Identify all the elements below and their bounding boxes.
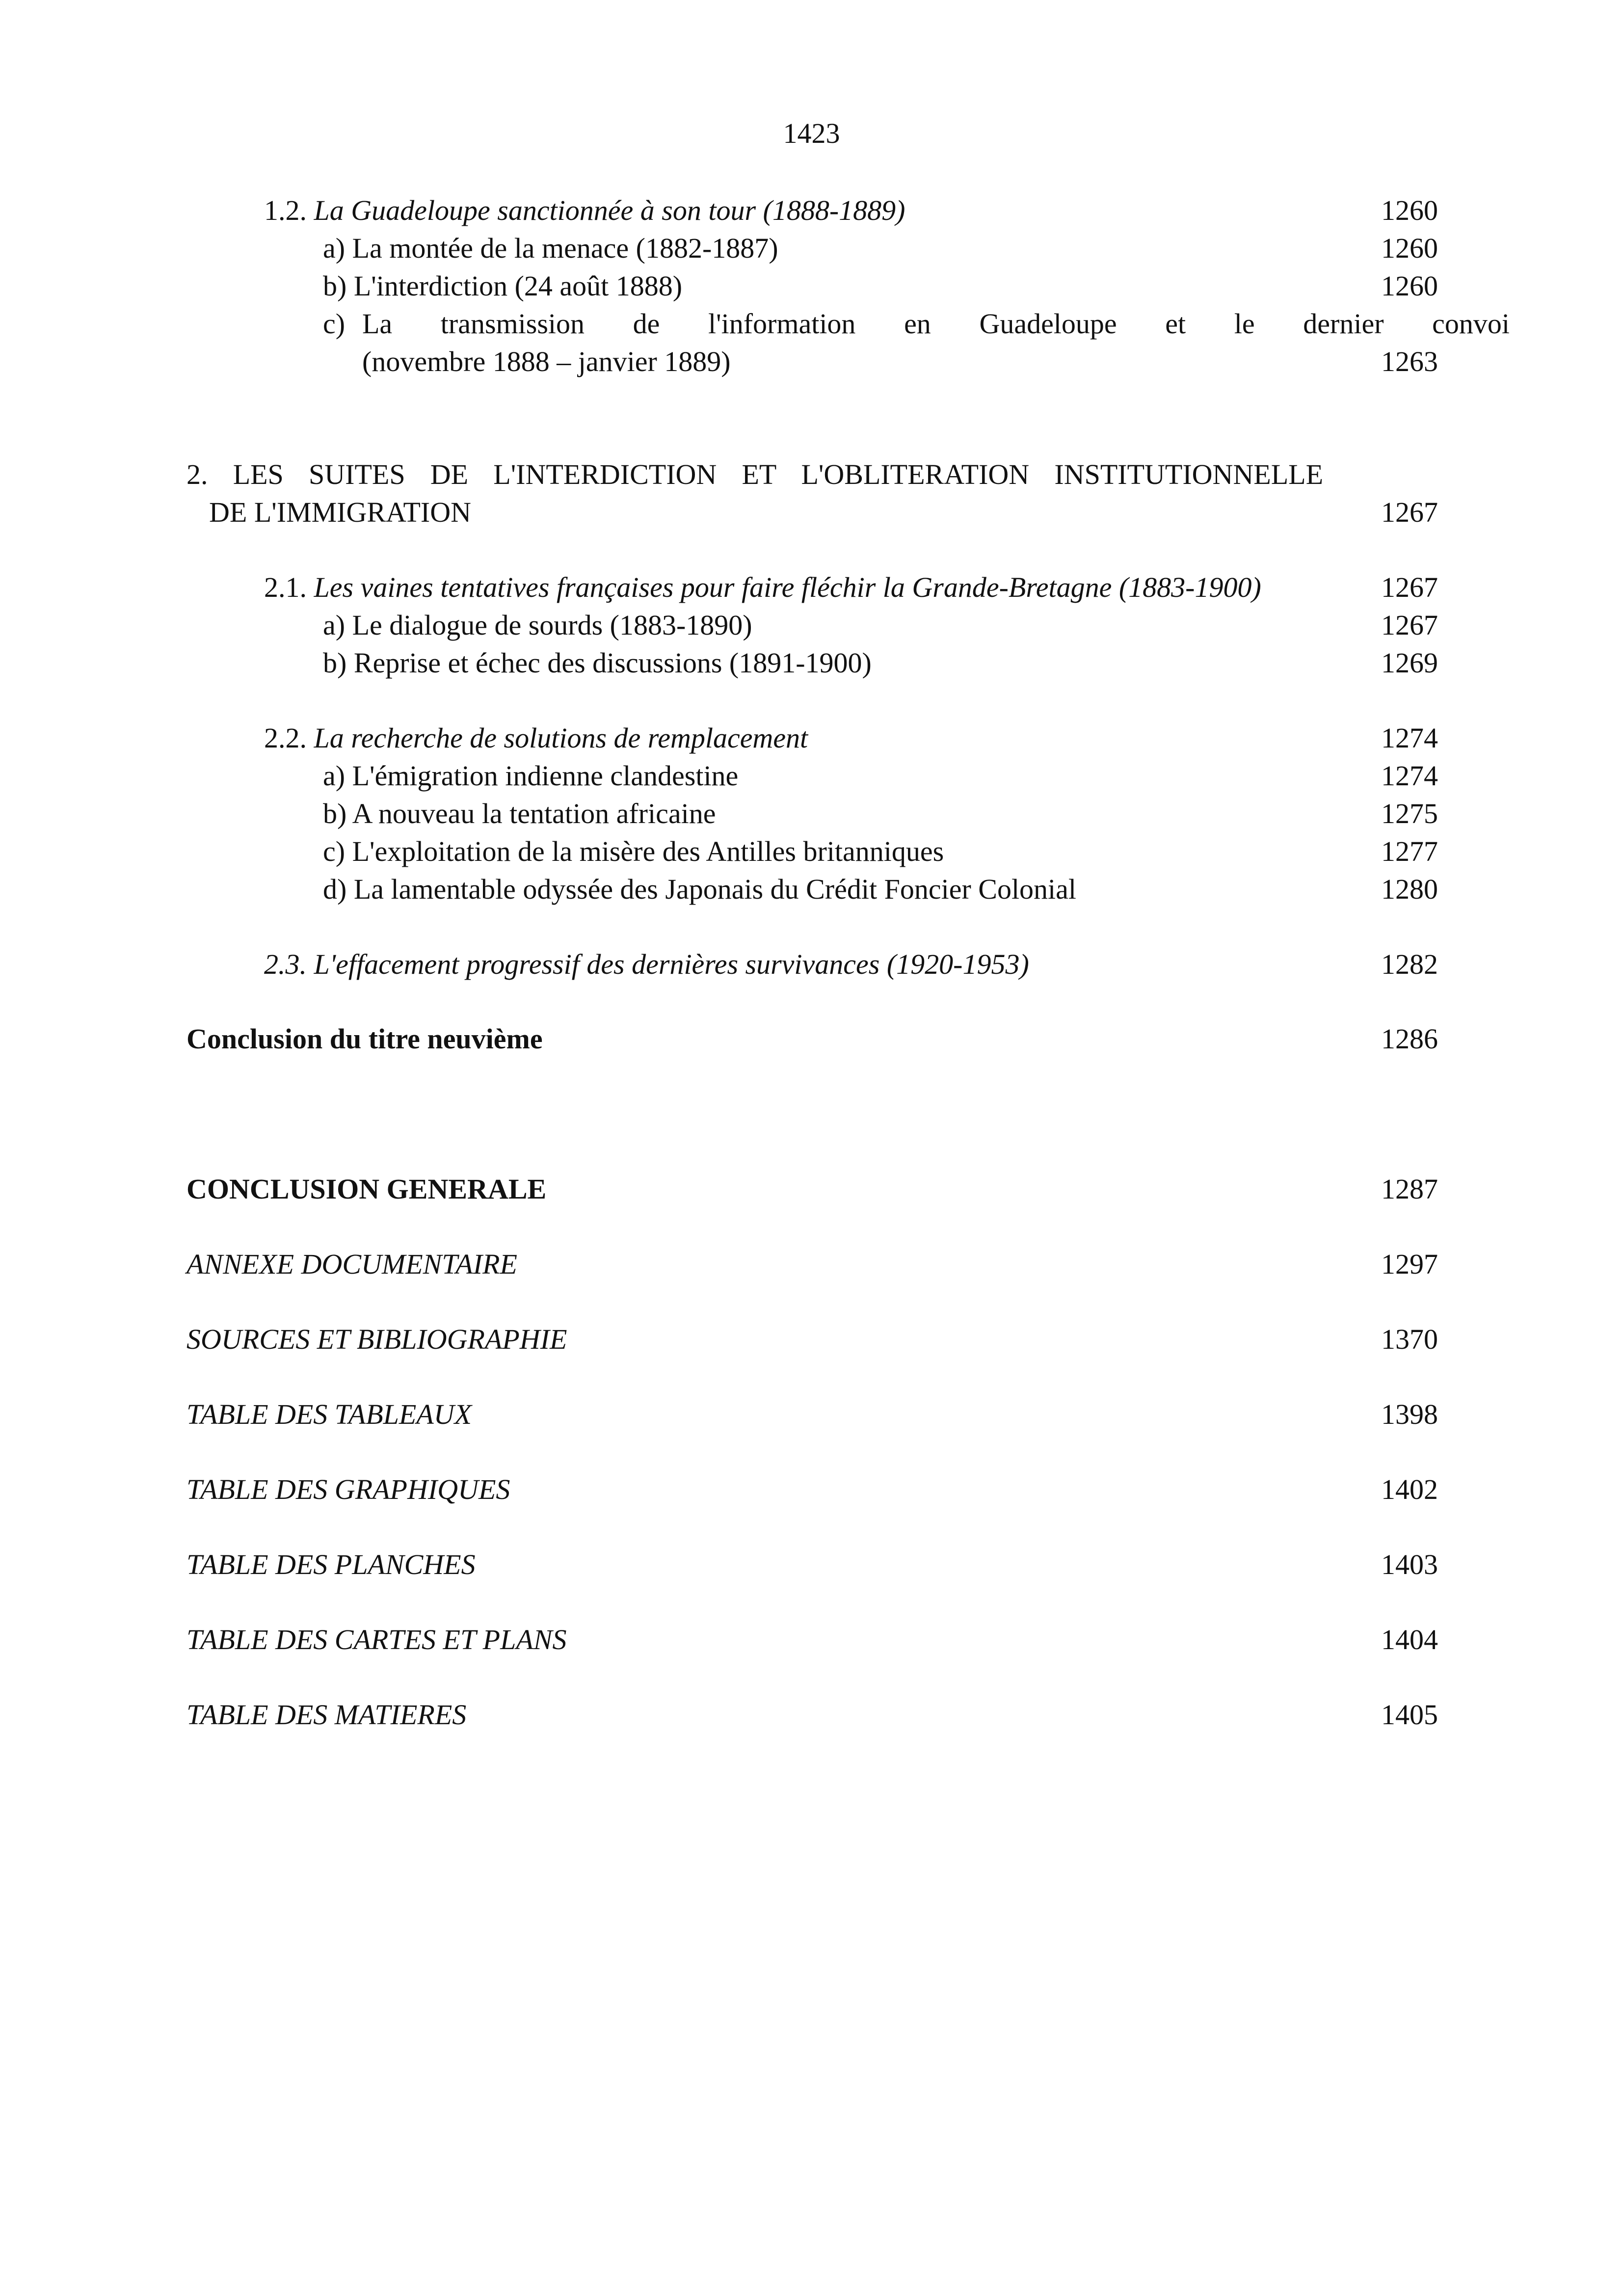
section-title: L'effacement progressif des dernières survivances (1920-1953) — [314, 948, 1029, 980]
item-letter: c) — [323, 308, 346, 340]
section-number: 2.2. — [264, 722, 307, 754]
item-title: La transmission de l'information en Guadeloupe et le dernier convoi — [362, 308, 1510, 340]
entry-title: Conclusion du titre neuvième — [186, 1023, 543, 1055]
entry-title: TABLE DES MATIERES — [186, 1699, 467, 1731]
page-ref: 1263 — [1381, 346, 1438, 377]
entry-title: TABLE DES PLANCHES — [186, 1548, 476, 1580]
entry-title: TABLE DES GRAPHIQUES — [186, 1473, 510, 1505]
item-letter: a) — [323, 760, 346, 792]
page-ref: 1370 — [1381, 1323, 1438, 1355]
entry-title: TABLE DES CARTES ET PLANS — [186, 1624, 567, 1655]
page-ref: 1297 — [1381, 1248, 1438, 1280]
item-title: La montée de la menace (1882-1887) — [352, 232, 778, 264]
item-title: L'émigration indienne clandestine — [352, 760, 739, 792]
page-ref: 1267 — [1381, 496, 1438, 528]
section-title: La Guadeloupe sanctionnée à son tour (1888-1889) — [314, 194, 905, 226]
page-ref: 1282 — [1381, 948, 1438, 980]
section-title: LES SUITES DE L'INTERDICTION ET L'OBLITERATION INSTITUTIONNELLE — [233, 458, 1324, 490]
page-ref: 1404 — [1381, 1624, 1438, 1655]
section-title: La recherche de solutions de remplacement — [314, 722, 808, 754]
entry-title: CONCLUSION GENERALE — [186, 1173, 547, 1205]
page-ref: 1260 — [1381, 194, 1438, 226]
item-letter: c) — [323, 835, 346, 867]
page-ref: 1287 — [1381, 1173, 1438, 1205]
item-letter: a) — [323, 609, 346, 641]
section-title-continued: DE L'IMMIGRATION — [209, 496, 472, 528]
section-number: 2.1. — [264, 571, 307, 603]
page-ref: 1398 — [1381, 1398, 1438, 1430]
item-letter: b) — [323, 270, 347, 302]
section-number: 1.2. — [264, 194, 307, 226]
item-title: L'interdiction (24 août 1888) — [353, 270, 683, 302]
page-ref: 1286 — [1381, 1023, 1438, 1055]
page-ref: 1267 — [1381, 609, 1438, 641]
page-number: 1423 — [783, 117, 840, 149]
section-number: 2. — [186, 458, 208, 490]
entry-title: ANNEXE DOCUMENTAIRE — [186, 1248, 517, 1280]
item-title-continued: (novembre 1888 – janvier 1889) — [362, 346, 731, 377]
item-title: Le dialogue de sourds (1883-1890) — [352, 609, 752, 641]
section-title: Les vaines tentatives françaises pour faire fléchir la Grande-Bretagne (1883-1900) — [314, 571, 1261, 603]
item-letter: d) — [323, 873, 347, 905]
page-ref: 1274 — [1381, 722, 1438, 754]
item-title: L'exploitation de la misère des Antilles britanniques — [352, 835, 944, 867]
section-number: 2.3. — [264, 948, 307, 980]
page-ref: 1275 — [1381, 798, 1438, 829]
page-ref: 1267 — [1381, 571, 1438, 603]
page-ref: 1260 — [1381, 232, 1438, 264]
item-title: A nouveau la tentation africaine — [352, 798, 716, 829]
page-ref: 1280 — [1381, 873, 1438, 905]
page-ref: 1405 — [1381, 1699, 1438, 1731]
page-ref: 1260 — [1381, 270, 1438, 302]
page-ref: 1274 — [1381, 760, 1438, 792]
entry-title: TABLE DES TABLEAUX — [186, 1398, 472, 1430]
item-title: Reprise et échec des discussions (1891-1900) — [353, 647, 872, 679]
item-title: La lamentable odyssée des Japonais du Crédit Foncier Colonial — [353, 873, 1077, 905]
item-letter: a) — [323, 232, 346, 264]
item-letter: b) — [323, 647, 347, 679]
page-ref: 1403 — [1381, 1548, 1438, 1580]
page-ref: 1402 — [1381, 1473, 1438, 1505]
item-letter: b) — [323, 798, 347, 829]
page-ref: 1277 — [1381, 835, 1438, 867]
entry-title: SOURCES ET BIBLIOGRAPHIE — [186, 1323, 567, 1355]
page-ref: 1269 — [1381, 647, 1438, 679]
